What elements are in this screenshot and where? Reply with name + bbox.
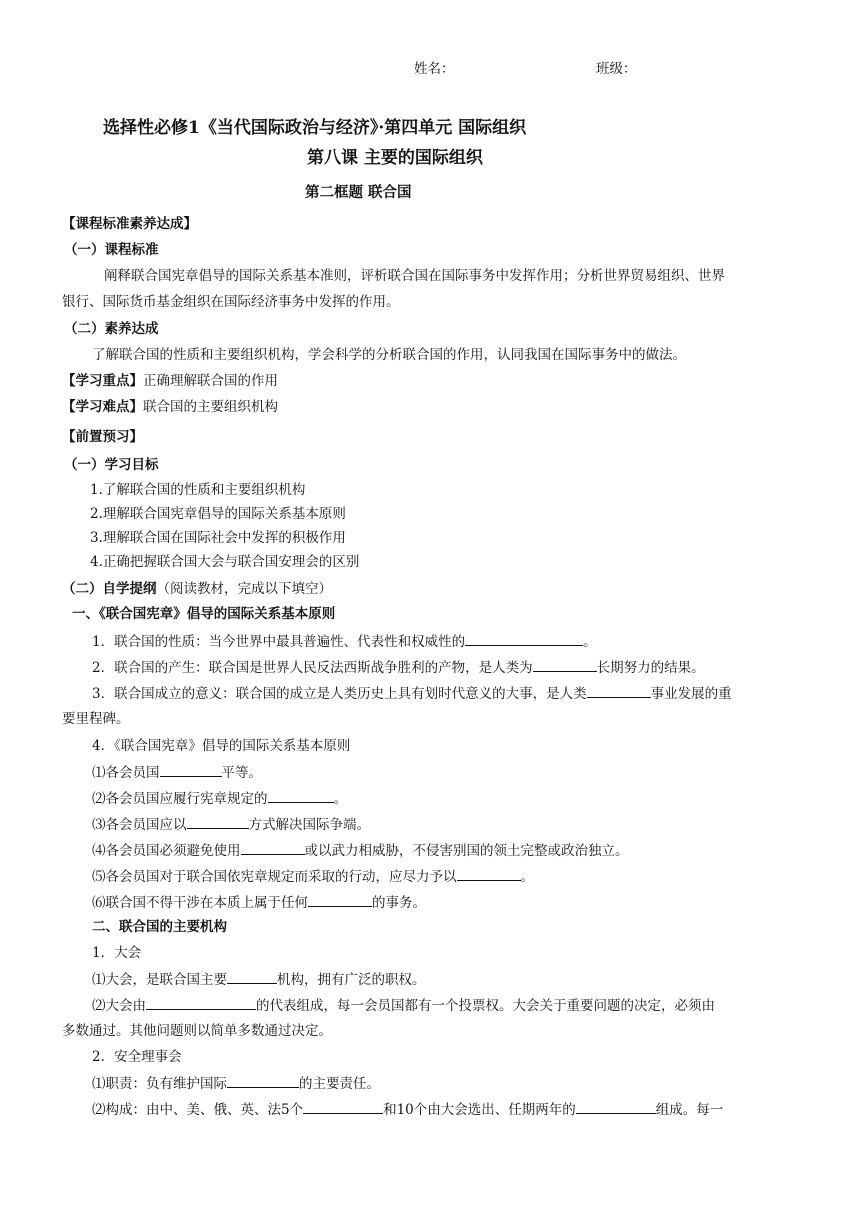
general-assembly-1-text: ⑴大会，是联合国主要 bbox=[92, 972, 227, 988]
security-council-1 bbox=[92, 1074, 380, 1093]
section1-heading: 一、《联合国宪章》倡导的国际关系基本原则 bbox=[72, 606, 336, 622]
answer-blank[interactable] bbox=[160, 763, 222, 777]
general-assembly-title: 1．大会 bbox=[92, 945, 142, 961]
difficult-point bbox=[62, 398, 278, 416]
principle-6-text: ⑹联合国不得干涉在本质上属于任何 bbox=[92, 895, 308, 911]
section-title: 第二框题 联合国 bbox=[305, 184, 412, 201]
question-3-text: 3．联合国成立的意义：联合国的成立是人类历史上具有划时代意义的大事，是人类 bbox=[92, 686, 587, 702]
goal-item: 1.了解联合国的性质和主要组织机构 bbox=[90, 482, 306, 498]
security-council-1-end: 的主要责任。 bbox=[299, 1076, 380, 1092]
principle-2 bbox=[92, 789, 347, 808]
difficult-point-text: 联合国的主要组织机构 bbox=[143, 399, 278, 415]
principle-4 bbox=[92, 841, 629, 860]
question-2-text: 2．联合国的产生：联合国是世界人民反法西斯战争胜利的产物，是人类为 bbox=[92, 660, 533, 676]
security-council-2-end: 组成。每一 bbox=[655, 1102, 724, 1118]
goals-heading: （一）学习目标 bbox=[64, 457, 159, 473]
question-3 bbox=[92, 684, 732, 703]
general-assembly-2 bbox=[92, 996, 715, 1015]
standards-sub2: （二）素养达成 bbox=[64, 321, 159, 337]
principle-5-text: ⑸各会员国对于联合国依宪章规定而采取的行动，应尽力予以 bbox=[92, 869, 457, 885]
principle-1-end: 平等。 bbox=[221, 765, 262, 781]
class-label: 班级： bbox=[596, 61, 637, 77]
general-assembly-2-end: 的代表组成，每一会员国都有一个投票权。大会关于重要问题的决定，必须由 bbox=[256, 998, 715, 1014]
principle-2-end: 。 bbox=[333, 791, 347, 807]
standards-heading: 【课程标准素养达成】 bbox=[62, 216, 197, 232]
principle-3-text: ⑶各会员国应以 bbox=[92, 817, 187, 833]
goal-item: 4.正确把握联合国大会与联合国安理会的区别 bbox=[90, 554, 360, 570]
name-label: 姓名： bbox=[414, 61, 455, 77]
general-assembly-1-end: 机构，拥有广泛的职权。 bbox=[277, 972, 426, 988]
general-assembly-1 bbox=[92, 970, 426, 989]
principle-5-end: 。 bbox=[520, 869, 534, 885]
principle-3 bbox=[92, 815, 370, 834]
goal-item: 2.理解联合国宪章倡导的国际关系基本原则 bbox=[90, 506, 346, 522]
answer-blank[interactable] bbox=[241, 841, 305, 855]
standards-sub1: （一）课程标准 bbox=[64, 242, 159, 258]
answer-blank[interactable] bbox=[576, 1100, 656, 1114]
question-4: 4．《联合国宪章》倡导的国际关系基本原则 bbox=[92, 738, 351, 754]
security-council-title: 2．安全理事会 bbox=[92, 1049, 182, 1065]
security-council-2 bbox=[92, 1100, 723, 1119]
outline-note: （阅读教材，完成以下填空） bbox=[156, 581, 332, 597]
principle-5 bbox=[92, 867, 534, 886]
question-1-text: 1．联合国的性质：当今世界中最具普遍性、代表性和权威性的 bbox=[92, 634, 466, 650]
standards-text2: 了解联合国的性质和主要组织机构，学会科学的分析联合国的作用，认同我国在国际事务中的做法。 bbox=[92, 347, 686, 363]
principle-1-text: ⑴各会员国 bbox=[92, 765, 160, 781]
key-point-text: 正确理解联合国的作用 bbox=[143, 373, 278, 389]
preview-heading: 【前置预习】 bbox=[62, 429, 143, 445]
key-point bbox=[62, 372, 278, 390]
question-2-end: 长期努力的结果。 bbox=[596, 660, 705, 676]
answer-blank[interactable] bbox=[465, 632, 583, 646]
lesson-title: 第八课 主要的国际组织 bbox=[307, 148, 483, 168]
security-council-2-text: ⑵构成：由中、美、俄、英、法5个 bbox=[92, 1102, 304, 1118]
answer-blank[interactable] bbox=[268, 789, 334, 803]
answer-blank[interactable] bbox=[227, 1074, 299, 1088]
question-1-end: 。 bbox=[583, 634, 597, 650]
answer-blank[interactable] bbox=[146, 996, 256, 1010]
key-point-label: 【学习重点】 bbox=[62, 373, 143, 389]
outline-heading-line bbox=[62, 580, 332, 598]
security-council-2-mid: 和10个由大会选出、任期两年的 bbox=[383, 1102, 576, 1118]
answer-blank[interactable] bbox=[227, 970, 277, 984]
answer-blank[interactable] bbox=[457, 867, 521, 881]
principle-2-text: ⑵各会员国应履行宪章规定的 bbox=[92, 791, 268, 807]
question-1 bbox=[92, 632, 597, 651]
question-3-continued: 要里程碑。 bbox=[62, 711, 130, 727]
general-assembly-2-continued: 多数通过。其他问题则以简单多数通过决定。 bbox=[62, 1023, 332, 1039]
security-council-1-text: ⑴职责：负有维护国际 bbox=[92, 1076, 227, 1092]
difficult-point-label: 【学习难点】 bbox=[62, 399, 143, 415]
standards-text1a: 阐释联合国宪章倡导的国际关系基本准则，评析联合国在国际事务中发挥作用；分析世界贸易组织、世界 bbox=[104, 268, 725, 284]
answer-blank[interactable] bbox=[308, 893, 372, 907]
general-assembly-2-text: ⑵大会由 bbox=[92, 998, 146, 1014]
unit-title: 选择性必修1《当代国际政治与经济》·第四单元 国际组织 bbox=[103, 118, 527, 138]
answer-blank[interactable] bbox=[587, 684, 651, 698]
answer-blank[interactable] bbox=[303, 1100, 383, 1114]
goal-item: 3.理解联合国在国际社会中发挥的积极作用 bbox=[90, 530, 346, 546]
principle-4-end: 或以武力相威胁，不侵害别国的领土完整或政治独立。 bbox=[304, 843, 629, 859]
answer-blank[interactable] bbox=[187, 815, 249, 829]
principle-3-end: 方式解决国际争端。 bbox=[248, 817, 370, 833]
question-3-end: 事业发展的重 bbox=[650, 686, 732, 702]
section2-heading: 二、联合国的主要机构 bbox=[92, 919, 227, 935]
principle-6-end: 的事务。 bbox=[372, 895, 426, 911]
outline-heading: （二）自学提纲 bbox=[62, 581, 157, 597]
principle-1 bbox=[92, 763, 262, 782]
standards-text1b: 银行、国际货币基金组织在国际经济事务中发挥的作用。 bbox=[62, 294, 400, 310]
question-2 bbox=[92, 658, 705, 677]
answer-blank[interactable] bbox=[533, 658, 597, 672]
principle-6 bbox=[92, 893, 426, 912]
principle-4-text: ⑷各会员国必须避免使用 bbox=[92, 843, 241, 859]
